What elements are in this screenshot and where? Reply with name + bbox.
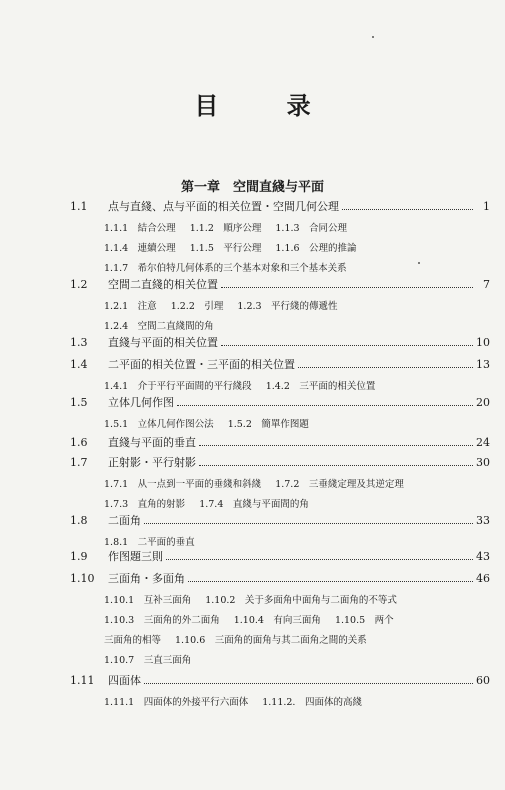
toc-subsection-line[interactable] [104, 240, 494, 256]
section-title: 三面角・多面角 [108, 572, 185, 585]
subsection-entry: 1.1.4 連續公理 [104, 243, 176, 254]
toc-subsection-line[interactable] [104, 652, 494, 668]
subsection-entry: 1.10.4 有向三面角 [233, 615, 321, 626]
toc-subsection-line[interactable] [104, 298, 494, 314]
toc-subsection-line[interactable] [104, 260, 494, 276]
subsection-entry: 1.1.1 結合公理 [104, 223, 176, 234]
subsection-entry: 1.7.3 直角的射影 [104, 499, 186, 510]
section-page-number: 60 [476, 674, 490, 687]
section-page-number: 13 [476, 358, 490, 371]
dot-leader [342, 201, 473, 210]
subsection-entry: 1.11.2. 四面体的高綫 [262, 697, 362, 708]
section-title: 空間二直綫的相关位置 [108, 278, 218, 291]
subsection-entry: 1.7.4 直綫与平面間的角 [199, 499, 309, 510]
dot-leader [298, 359, 473, 368]
toc-subsection-line[interactable] [104, 496, 494, 512]
toc-subsection-line[interactable] [104, 416, 494, 432]
subsection-entry: 1.1.2 順序公理 [189, 223, 262, 234]
toc-section[interactable] [70, 548, 490, 566]
toc-subsection-line[interactable] [104, 612, 494, 628]
toc-section[interactable] [70, 198, 490, 216]
toc-section[interactable] [70, 394, 490, 412]
toc-subsection-line[interactable] [104, 592, 494, 608]
section-page-number: 20 [476, 396, 490, 409]
toc-section[interactable] [70, 334, 490, 352]
toc-section[interactable] [70, 434, 490, 452]
section-title: 作图題三則 [108, 550, 163, 563]
page-title: 目 录 [194, 91, 341, 120]
section-title: 正射影・平行射影 [108, 456, 196, 469]
subsection-entry: 1.1.3 合同公理 [275, 223, 348, 234]
section-title: 直綫与平面的相关位置 [108, 336, 218, 349]
section-number: 1.5 [70, 396, 88, 409]
section-number: 1.1 [70, 200, 88, 213]
speck [418, 262, 420, 264]
toc-section[interactable] [70, 512, 490, 530]
toc-section[interactable] [70, 356, 490, 374]
speck [372, 36, 374, 38]
section-number: 1.10 [70, 572, 95, 585]
section-number: 1.2 [70, 278, 88, 291]
subsection-entry: 1.4.1 介于平行平面間的平行綫段 [104, 381, 252, 392]
section-number: 1.11 [70, 674, 95, 687]
section-page-number: 43 [476, 550, 490, 563]
dot-leader [188, 573, 473, 582]
section-title: 二平面的相关位置・三平面的相关位置 [108, 358, 295, 371]
toc-subsection-line[interactable] [104, 220, 494, 236]
dot-leader [144, 515, 473, 524]
section-page-number: 10 [476, 336, 490, 349]
subsection-entry: 1.7.1 从一点到一平面的垂綫和斜綫 [104, 479, 262, 490]
subsection-entry: 1.2.3 平行綫的傳遞性 [237, 301, 338, 312]
section-page-number: 7 [483, 278, 490, 291]
section-page-number: 24 [476, 436, 490, 449]
section-title: 立体几何作图 [108, 396, 174, 409]
dot-leader [199, 437, 473, 446]
toc-section[interactable] [70, 454, 490, 472]
dot-leader [199, 457, 473, 466]
dot-leader [177, 397, 473, 406]
chapter-heading: 第一章 空間直綫与平面 [180, 180, 324, 195]
section-number: 1.8 [70, 514, 88, 527]
toc-subsection-line[interactable] [104, 476, 494, 492]
dot-leader [221, 279, 473, 288]
subsection-entry: 1.7.2 三垂綫定理及其逆定理 [275, 479, 404, 490]
subsection-entry: 1.5.2 簡單作图題 [227, 419, 309, 430]
section-page-number: 33 [476, 514, 490, 527]
section-page-number: 30 [476, 456, 490, 469]
section-number: 1.4 [70, 358, 88, 371]
subsection-entry: 1.1.6 公理的推論 [275, 243, 357, 254]
toc-subsection-line[interactable] [104, 632, 494, 648]
dot-leader [144, 675, 473, 684]
section-number: 1.3 [70, 336, 88, 349]
subsection-entry: 1.10.6 三面角的面角与其二面角之間的关系 [175, 635, 367, 646]
section-title: 四面体 [108, 674, 141, 687]
subsection-entry: 1.4.2 三平面的相关位置 [265, 381, 376, 392]
toc-section[interactable] [70, 672, 490, 690]
toc-subsection-line[interactable] [104, 318, 494, 334]
dot-leader [166, 551, 473, 560]
toc-section[interactable] [70, 276, 490, 294]
section-number: 1.6 [70, 436, 88, 449]
subsection-entry: 1.10.7 三直三面角 [104, 655, 192, 666]
section-number: 1.9 [70, 550, 88, 563]
toc-subsection-line[interactable] [104, 378, 494, 394]
subsection-entry: 1.2.4 空間二直綫間的角 [104, 321, 214, 332]
section-title: 点与直綫、点与平面的相关位置・空間几何公理 [108, 200, 339, 213]
subsection-entry: 1.10.1 互补三面角 [104, 595, 192, 606]
section-page-number: 1 [483, 200, 490, 213]
toc-section[interactable] [70, 570, 490, 588]
dot-leader [221, 337, 473, 346]
subsection-entry: 1.10.3 三面角的外二面角 [104, 615, 220, 626]
subsection-entry: 1.2.1 注意 [104, 301, 157, 312]
subsection-entry: 1.1.7 希尔伯特几何体系的三个基本对象和三个基本关系 [104, 263, 347, 274]
section-page-number: 46 [476, 572, 490, 585]
subsection-entry: 1.2.2 引理 [170, 301, 224, 312]
subsection-entry: 1.10.2 关于多面角中面角与二面角的不等式 [205, 595, 397, 606]
subsection-entry: 1.10.5 两个 [334, 615, 394, 626]
subsection-entry: 1.1.5 平行公理 [189, 243, 262, 254]
subsection-entry: 1.11.1 四面体的外接平行六面体 [104, 697, 249, 708]
section-number: 1.7 [70, 456, 88, 469]
subsection-entry: 1.5.1 立体几何作图公法 [104, 419, 214, 430]
section-title: 直綫与平面的垂直 [108, 436, 196, 449]
section-title: 二面角 [108, 514, 141, 527]
toc-subsection-line[interactable] [104, 694, 494, 710]
subsection-entry: 三面角的相等 [104, 635, 162, 646]
subsection-entry: 1.8.1 二平面的垂直 [104, 537, 195, 548]
